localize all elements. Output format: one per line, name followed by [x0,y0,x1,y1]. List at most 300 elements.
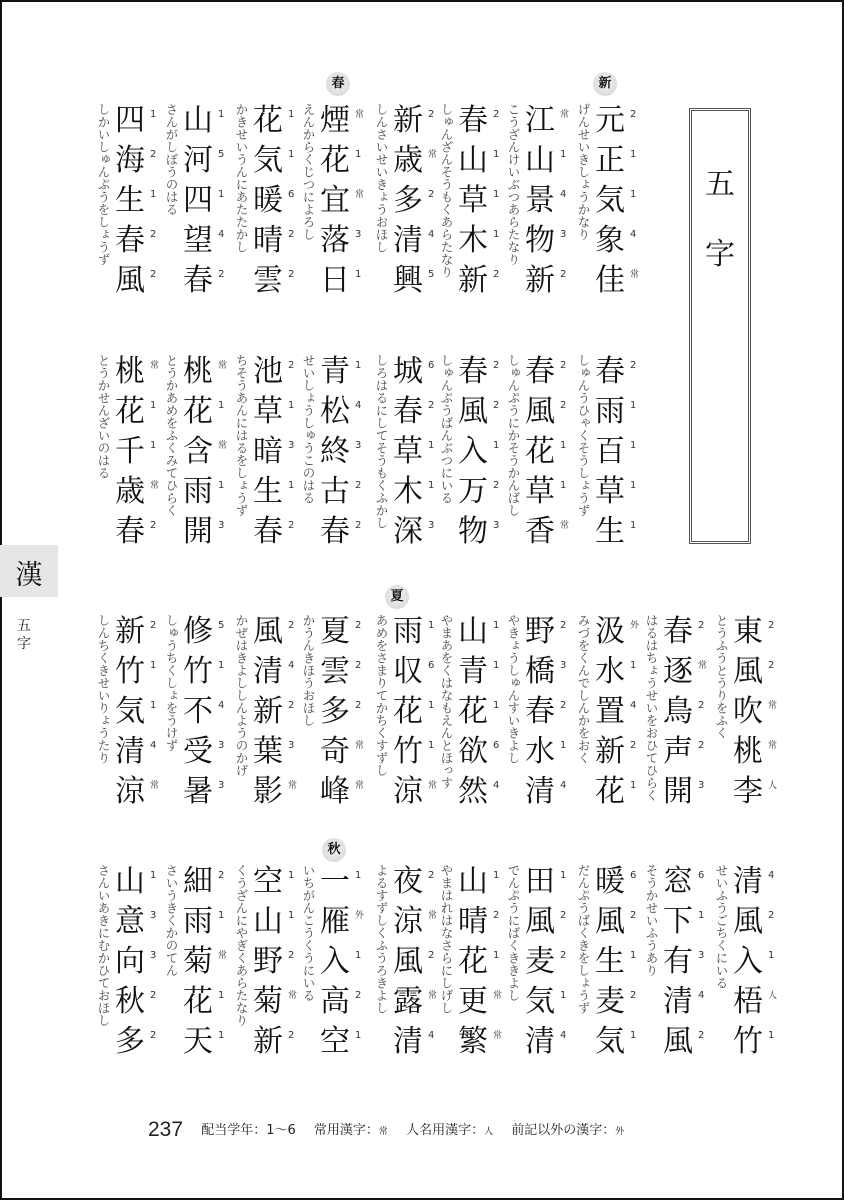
grade-marker: 2 [698,700,705,711]
grade-marker: 1 [630,149,637,160]
grade-marker: 常 [218,441,228,451]
poem-column [164,862,248,1062]
poem-reading: えんからくじつによろし [301,103,316,241]
grade-marker: 1 [355,870,362,881]
grade-marker: 2 [428,189,435,200]
poem-reading: とうかあめをふくみてひらく [164,354,179,517]
grade-marker: 1 [560,990,567,1001]
poem-kanji: 田 [525,864,555,899]
grade-marker: 常 [428,991,438,1001]
grade-marker: 1 [150,660,157,671]
poem-kanji: 草 [458,183,488,218]
grade-marker: 1 [218,189,225,200]
legend-label: 前記以外の漢字： [511,1123,616,1138]
side-subtitle-char: 五 [17,618,31,634]
grade-marker: 2 [288,269,295,280]
grade-marker: 4 [288,660,295,671]
grade-marker: 3 [150,910,157,921]
poem-kanji: 生 [115,183,145,218]
grade-marker: 6 [493,740,500,751]
poem-kanji: 開 [663,774,693,809]
grade-marker: 常 [218,951,228,961]
poem-kanji: 葉 [253,734,283,769]
poem-kanji: 桃 [183,354,213,389]
season-badge-spring: 春 [326,72,350,96]
poem-column [96,862,180,1062]
poem-kanji: 河 [183,143,213,178]
poem-kanji: 気 [525,984,555,1019]
poem-column [714,862,798,1062]
poem-kanji: 野 [253,944,283,979]
grade-marker: 4 [560,780,567,791]
poem-kanji: 峰 [320,774,350,809]
poem-column [644,862,728,1062]
poem-kanji: 歳 [393,143,423,178]
grade-marker: 常 [150,781,160,791]
grade-marker: 6 [428,660,435,671]
grade-marker: 1 [355,360,362,371]
grade-marker: 外 [355,911,365,921]
poem-column [439,101,523,301]
grade-marker: 1 [288,870,295,881]
grade-marker: 2 [698,1030,705,1041]
poem-kanji: 多 [115,1024,145,1059]
poem-kanji: 物 [458,514,488,549]
grade-marker: 2 [355,990,362,1001]
poem-kanji: 深 [393,514,423,549]
poem-kanji: 新 [253,694,283,729]
poem-kanji: 不 [183,694,213,729]
poem-kanji: 新 [595,734,625,769]
grade-marker: 1 [560,480,567,491]
poem-kanji: 気 [595,183,625,218]
poem-kanji: 風 [458,394,488,429]
poem-column [234,612,318,812]
grade-marker: 2 [698,620,705,631]
poem-column [576,101,660,301]
poem-reading: よるすずしくふうろきよし [374,864,389,1014]
poem-kanji: 池 [253,354,283,389]
grade-marker: 3 [218,780,225,791]
poem-column [576,352,660,552]
poem-kanji: 清 [393,223,423,258]
poem-kanji: 清 [253,654,283,689]
page-footer [148,1118,638,1142]
grade-marker: 3 [355,440,362,451]
poem-kanji: 涼 [393,904,423,939]
legend-label: 配当学年： [201,1123,267,1138]
grade-marker: 4 [560,189,567,200]
poem-kanji: 雲 [320,654,350,689]
poem-reading: こうざんけいぶつあらたなり [506,103,521,266]
legend-label: 常用漢字： [313,1123,379,1138]
poem-kanji: 向 [115,944,145,979]
poem-kanji: 生 [595,514,625,549]
poem-kanji: 暗 [253,434,283,469]
poem-kanji: 天 [183,1024,213,1059]
grade-marker: 1 [630,1030,637,1041]
grade-marker: 常 [288,991,298,1001]
poem-kanji: 鳥 [663,694,693,729]
grade-marker: 1 [218,400,225,411]
poem-kanji: 窓 [663,864,693,899]
grade-marker: 1 [150,400,157,411]
poem-column [96,612,180,812]
poem-kanji: 新 [253,1024,283,1059]
grade-marker: 2 [288,950,295,961]
poem-kanji: 吹 [733,694,763,729]
grade-marker: 6 [428,360,435,371]
grade-marker: 2 [355,620,362,631]
poem-reading: さんがしぼうのはる [164,103,179,216]
grade-marker: 2 [560,269,567,280]
grade-marker: 2 [218,870,225,881]
legend-mark: 常 [378,1127,388,1137]
grade-marker: 2 [493,910,500,921]
poem-kanji: 竹 [393,734,423,769]
grade-marker: 2 [150,149,157,160]
poem-kanji: 含 [183,434,213,469]
poem-kanji: 逐 [663,654,693,689]
grade-marker: 2 [493,400,500,411]
grade-marker: 1 [355,269,362,280]
poem-kanji: 海 [115,143,145,178]
grade-marker: 1 [428,480,435,491]
poem-kanji: 生 [595,944,625,979]
poem-kanji: 山 [183,103,213,138]
poem-kanji: 清 [393,1024,423,1059]
poem-kanji: 松 [320,394,350,429]
poem-kanji: 風 [733,904,763,939]
poem-kanji: 草 [595,474,625,509]
grade-marker: 2 [150,229,157,240]
poem-reading: しんちくきせいりょうたり [96,614,111,764]
poem-reading: はるはちょうせいをおひてひらく [644,614,659,802]
poem-kanji: 春 [595,354,625,389]
poem-kanji: 李 [733,774,763,809]
grade-marker: 2 [288,360,295,371]
grade-marker: 1 [218,990,225,1001]
poem-column [96,352,180,552]
grade-marker: 常 [698,661,708,671]
poem-reading: かうんきほうおほし [301,614,316,727]
poem-kanji: 新 [525,263,555,298]
grade-marker: 6 [698,870,705,881]
poem-kanji: 城 [393,354,423,389]
poem-kanji: 物 [525,223,555,258]
poem-kanji: 暖 [595,864,625,899]
poem-column [439,862,523,1062]
grade-marker: 2 [560,360,567,371]
poem-kanji: 夜 [393,864,423,899]
legend-joyo [314,1123,388,1138]
season-badge-summer: 夏 [385,585,409,609]
poem-kanji: 花 [183,984,213,1019]
poem-kanji: 日 [320,263,350,298]
grade-marker: 1 [493,229,500,240]
grade-marker: 1 [560,149,567,160]
poem-kanji: 新 [115,614,145,649]
poem-kanji: 竹 [183,654,213,689]
grade-marker: 2 [560,910,567,921]
poem-kanji: 置 [595,694,625,729]
poem-kanji: 花 [525,434,555,469]
grade-marker: 3 [150,950,157,961]
poem-kanji: 奇 [320,734,350,769]
poem-reading: くうざんにやぎくあらたなり [234,864,249,1027]
poem-column [506,101,590,301]
grade-marker: 常 [560,521,570,531]
poem-kanji: 気 [253,143,283,178]
grade-marker: 2 [768,620,775,631]
legend-mark: 1～6 [266,1123,296,1138]
poem-kanji: 風 [733,654,763,689]
poem-kanji: 多 [320,694,350,729]
grade-marker: 3 [218,740,225,751]
poem-column [164,612,248,812]
grade-marker: 2 [560,950,567,961]
grade-marker: 2 [560,700,567,711]
poem-column [301,612,385,812]
grade-marker: 1 [428,620,435,631]
poem-reading: さんいあきにむかひておほし [96,864,111,1027]
poem-kanji: 雁 [320,904,350,939]
poem-kanji: 麦 [525,944,555,979]
poem-kanji: 水 [595,654,625,689]
grade-marker: 常 [355,741,365,751]
poem-kanji: 涼 [115,774,145,809]
side-tab-label: 漢 [15,560,43,591]
poem-reading: せいふうごちくにいる [714,864,729,989]
poem-reading: かぜはきよししんようのかげ [234,614,249,777]
poem-kanji: 繁 [458,1024,488,1059]
grade-marker: 1 [428,700,435,711]
grade-marker: 人 [768,991,778,1001]
grade-marker: 1 [630,189,637,200]
poem-kanji: 歳 [115,474,145,509]
grade-marker: 5 [428,269,435,280]
grade-marker: 2 [288,520,295,531]
poem-kanji: 清 [115,734,145,769]
poem-kanji: 千 [115,434,145,469]
poem-column [96,101,180,301]
poem-kanji: 春 [115,223,145,258]
poem-kanji: 山 [458,614,488,649]
side-index-tab[interactable] [0,545,58,597]
grade-marker: 2 [560,400,567,411]
poem-kanji: 雨 [183,904,213,939]
grade-marker: 1 [288,400,295,411]
poem-kanji: 風 [115,263,145,298]
poem-kanji: 象 [595,223,625,258]
grade-marker: 1 [630,400,637,411]
grade-marker: 2 [288,700,295,711]
grade-marker: 4 [630,229,637,240]
grade-marker: 3 [288,740,295,751]
poem-kanji: 欲 [458,734,488,769]
grade-marker: 2 [150,1030,157,1041]
poem-kanji: 雨 [183,474,213,509]
poem-kanji: 花 [320,143,350,178]
poem-column [234,862,318,1062]
poem-kanji: 春 [393,394,423,429]
poem-kanji: 煙 [320,103,350,138]
grade-marker: 2 [288,229,295,240]
poem-reading: とうかせんざいのはる [96,354,111,479]
grade-marker: 2 [630,109,637,120]
poem-kanji: 麦 [595,984,625,1019]
poem-kanji: 青 [320,354,350,389]
poem-kanji: 花 [458,944,488,979]
poem-kanji: 暖 [253,183,283,218]
poem-kanji: 菊 [253,984,283,1019]
grade-marker: 2 [355,700,362,711]
grade-marker: 2 [493,269,500,280]
poem-reading: いちがんこうくうにいる [301,864,316,1002]
legend-other [511,1123,624,1138]
grade-marker: 2 [768,660,775,671]
poem-kanji: 木 [393,474,423,509]
grade-marker: 1 [428,440,435,451]
poem-reading: しろはるにしてそうもくふかし [374,354,389,529]
poem-kanji: 声 [663,734,693,769]
grade-marker: 常 [428,781,438,791]
poem-column [164,352,248,552]
poem-kanji: 山 [253,904,283,939]
grade-marker: 1 [630,780,637,791]
grade-marker: 1 [493,440,500,451]
poem-kanji: 草 [393,434,423,469]
poem-kanji: 雲 [253,263,283,298]
grade-marker: 1 [560,740,567,751]
poem-kanji: 草 [525,474,555,509]
poem-column [234,352,318,552]
grade-marker: 1 [355,950,362,961]
grade-marker: 3 [428,520,435,531]
grade-marker: 2 [493,109,500,120]
poem-kanji: 山 [525,143,555,178]
poem-kanji: 山 [458,143,488,178]
grade-marker: 1 [630,480,637,491]
grade-marker: 1 [630,660,637,671]
poem-kanji: 古 [320,474,350,509]
poem-kanji: 一 [320,864,350,899]
poem-reading: やまあをくはなもえんとほっす [439,614,454,789]
poem-kanji: 春 [458,354,488,389]
poem-kanji: 生 [253,474,283,509]
poem-kanji: 春 [183,263,213,298]
poem-kanji: 百 [595,434,625,469]
grade-marker: 1 [288,480,295,491]
poem-kanji: 空 [253,864,283,899]
poem-kanji: 花 [458,694,488,729]
grade-marker: 2 [493,360,500,371]
grade-marker: 3 [698,780,705,791]
poem-column [506,612,590,812]
grade-marker: 2 [150,520,157,531]
grade-marker: 1 [218,910,225,921]
poem-reading: あめをさまりてかちくすずし [374,614,389,777]
grade-marker: 2 [630,360,637,371]
grade-marker: 2 [355,660,362,671]
poem-kanji: 景 [525,183,555,218]
poem-kanji: 水 [525,734,555,769]
poem-kanji: 花 [393,694,423,729]
poem-kanji: 受 [183,734,213,769]
grade-marker: 4 [218,229,225,240]
poem-kanji: 野 [525,614,555,649]
poem-kanji: 晴 [253,223,283,258]
grade-marker: 外 [630,621,640,631]
poem-kanji: 細 [183,864,213,899]
poem-kanji: 春 [253,514,283,549]
poem-reading: しんさいせいきょうおほし [374,103,389,253]
grade-marker: 1 [218,480,225,491]
poem-kanji: 春 [115,514,145,549]
legend-label: 人名用漢字： [406,1123,485,1138]
grade-marker: 1 [768,950,775,961]
poem-reading: かきせいうんにあたたかし [234,103,249,253]
grade-marker: 5 [218,620,225,631]
poem-kanji: 落 [320,223,350,258]
grade-marker: 常 [288,781,298,791]
poem-kanji: 桃 [733,734,763,769]
poem-kanji: 四 [183,183,213,218]
poem-kanji: 春 [458,103,488,138]
grade-marker: 1 [493,620,500,631]
grade-marker: 3 [493,520,500,531]
grade-marker: 1 [150,870,157,881]
poem-column [374,612,458,812]
poem-reading: さいうきくかのてん [164,864,179,977]
section-title-box [689,108,751,544]
grade-marker: 4 [768,870,775,881]
poem-kanji: 然 [458,774,488,809]
poem-kanji: 木 [458,223,488,258]
grade-marker: 4 [428,229,435,240]
grade-marker: 1 [355,1030,362,1041]
poem-column [301,101,385,301]
poem-reading: げんせいきしょうかなり [576,103,591,241]
poem-kanji: 佳 [595,263,625,298]
grade-marker: 2 [698,740,705,751]
poem-column [506,862,590,1062]
grade-marker: 3 [560,660,567,671]
grade-marker: 1 [493,660,500,671]
grade-marker: 1 [630,520,637,531]
poem-reading: しゅんぷうにかそうかんばし [506,354,521,517]
poem-kanji: 山 [115,864,145,899]
grade-marker: 1 [150,440,157,451]
poem-kanji: 気 [595,1024,625,1059]
grade-marker: 3 [218,520,225,531]
poem-kanji: 汲 [595,614,625,649]
poem-reading: やきょうしゅんすいきよし [506,614,521,764]
poem-reading: だんぷうばくきをしょうず [576,864,591,1014]
poem-kanji: 草 [253,394,283,429]
grade-marker: 常 [493,991,503,1001]
grade-marker: 2 [428,109,435,120]
poem-kanji: 万 [458,474,488,509]
grade-marker: 3 [560,229,567,240]
poem-kanji: 有 [663,944,693,979]
grade-marker: 2 [150,990,157,1001]
poem-kanji: 多 [393,183,423,218]
grade-marker: 4 [560,1030,567,1041]
grade-marker: 1 [288,910,295,921]
grade-marker: 2 [630,740,637,751]
grade-marker: 1 [218,1030,225,1041]
